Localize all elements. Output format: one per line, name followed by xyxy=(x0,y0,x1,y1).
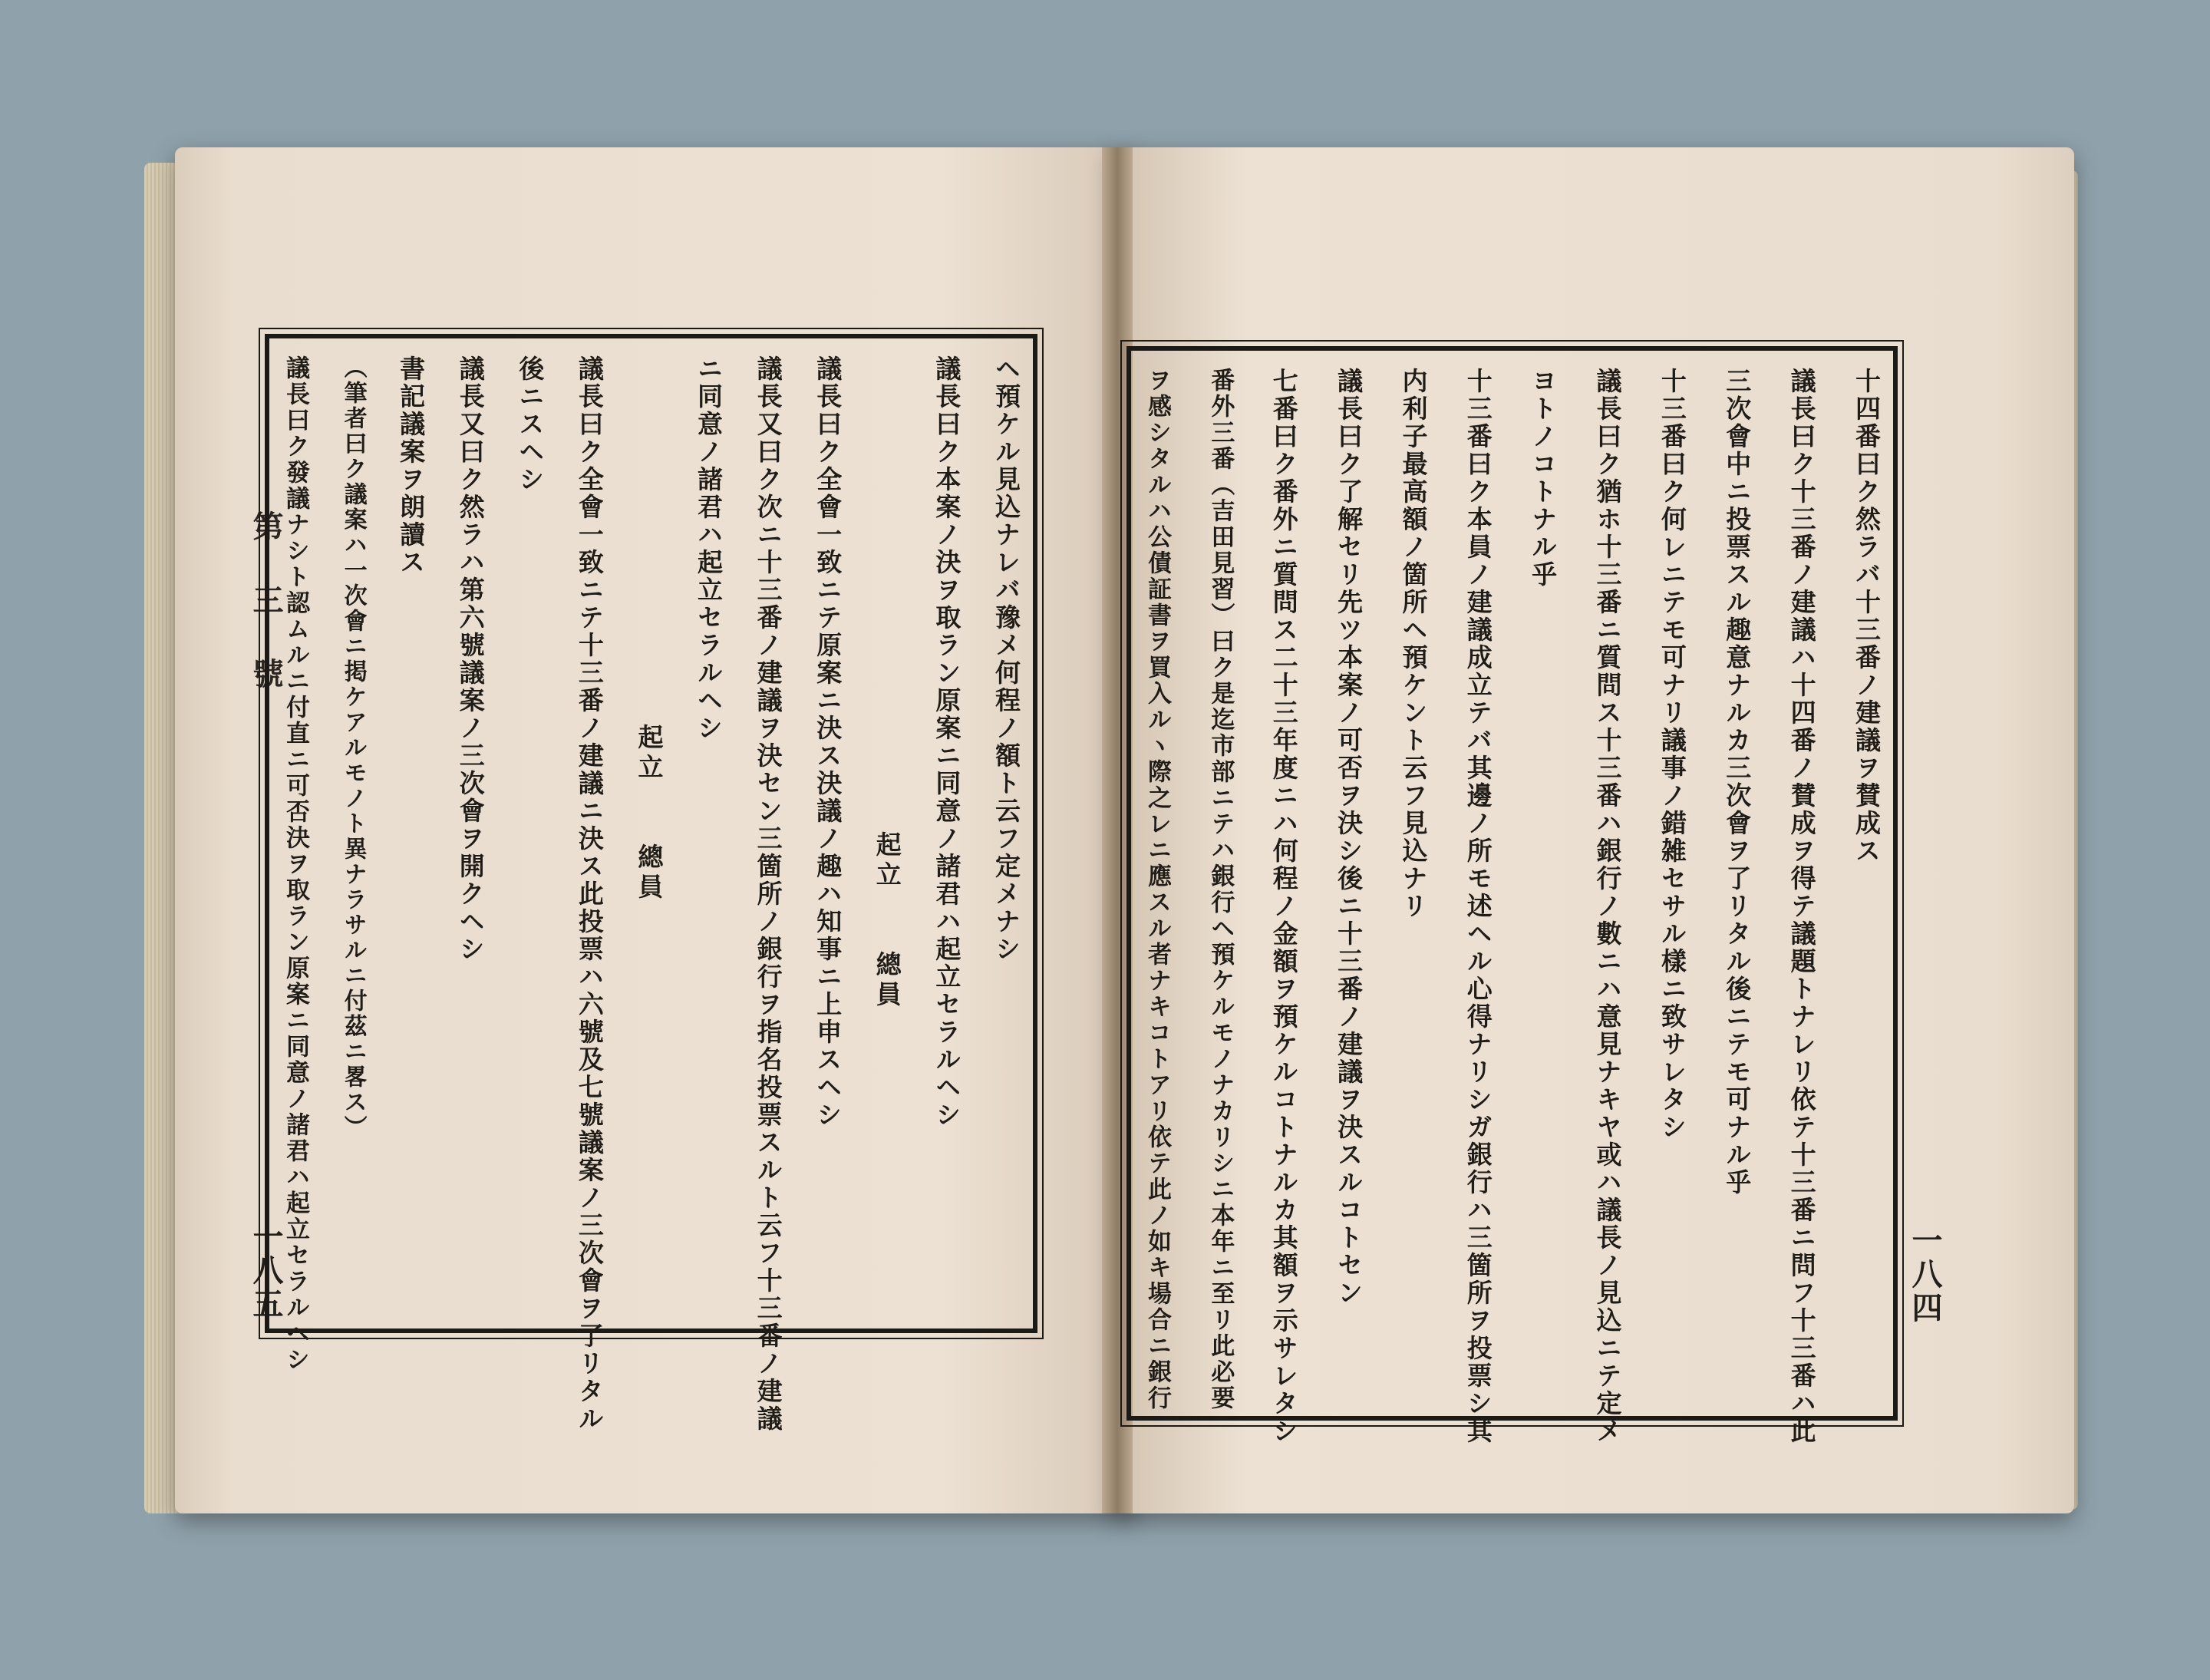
left-column: 議長又曰ク次ニ十三番ノ建議ヲ決セン三箇所ノ銀行ヲ指名投票スルト云フ十三番ノ建議 xyxy=(753,355,783,1433)
left-column: ヘ預ケル見込ナレバ豫メ何程ノ額ト云フ定メナシ xyxy=(991,355,1021,963)
left-page-header: 第三號 xyxy=(248,510,284,731)
left-column: 起立 總員 xyxy=(872,831,902,1011)
left-column: 議長曰ク本案ノ決ヲ取ラン原案ニ同意ノ諸君ハ起立セラルヘシ xyxy=(932,355,962,1129)
right-column: 七番曰ク番外ニ質問ス二十三年度ニハ何程ノ金額ヲ預ケルコトナルカ其額ヲ示サレタシ xyxy=(1268,368,1299,1445)
left-column: 書記議案ヲ朗讀ス xyxy=(396,355,427,576)
left-column: 議長曰ク全會一致ニテ十三番ノ建議ニ決ス此投票ハ六號及七號議案ノ三次會ヲ了リタル xyxy=(574,355,605,1433)
left-column: 後ニスヘシ xyxy=(515,355,546,493)
left-column: （筆者曰ク議案ハ一次會ニ掲ケアルモノト異ナラサルニ付茲ニ畧ス） xyxy=(339,355,367,1140)
left-text-frame xyxy=(265,334,1037,1433)
right-column: 三次會中ニ投票スル趣意ナルカ三次會ヲ了リタル後ニテモ可ナル乎 xyxy=(1722,368,1753,1196)
right-column: 議長曰ク十三番ノ建議ハ十四番ノ賛成ヲ得テ議題トナレリ依テ十三番ニ問フ十三番ハ此 xyxy=(1786,368,1817,1445)
right-text-frame xyxy=(1126,346,1898,1445)
right-page-folio: 一八四 xyxy=(1907,1224,1943,1325)
right-column: ヨトノコトナル乎 xyxy=(1528,368,1559,589)
left-page-folio: 一八五 xyxy=(248,1220,284,1322)
right-column: 番外三番（吉田見習）曰ク是迄市部ニテハ銀行ヘ預ケルモノナカリシニ本年ニ至リ此必要 xyxy=(1206,368,1235,1411)
right-column: ヲ感シタルハ公債証書ヲ買入ルヽ際之レニ應スル者ナキコトアリ依テ此ノ如キ場合ニ銀行 xyxy=(1143,368,1171,1411)
right-column: 十三番曰ク何レニテモ可ナリ議事ノ錯雑セサル樣ニ致サレタシ xyxy=(1657,368,1687,1141)
left-column: 議長曰ク全會一致ニテ原案ニ決ス決議ノ趣ハ知事ニ上申スヘシ xyxy=(813,355,843,1129)
left-column: 議長又曰ク然ラハ第六號議案ノ三次會ヲ開クヘシ xyxy=(455,355,486,963)
right-column: 内利子最高額ノ箇所ヘ預ケント云フ見込ナリ xyxy=(1398,368,1429,920)
right-column: 議長曰ク了解セリ先ツ本案ノ可否ヲ決シ後ニ十三番ノ建議ヲ決スルコトセン xyxy=(1334,368,1364,1307)
right-column: 十四番曰ク然ラバ十三番ノ建議ヲ賛成ス xyxy=(1851,368,1882,865)
right-column: 議長曰ク猶ホ十三番ニ質問ス十三番ハ銀行ノ數ニハ意見ナキヤ或ハ議長ノ見込ニテ定メ xyxy=(1592,368,1623,1445)
left-column: ニ同意ノ諸君ハ起立セラルヘシ xyxy=(694,355,724,742)
left-column: 議長曰ク發議ナシト認ムルニ付直ニ可否決ヲ取ラン原案ニ同意ノ諸君ハ起立セラルヘシ xyxy=(282,355,309,1373)
right-column: 十三番曰ク本員ノ建議成立テバ其邊ノ所モ述ヘル心得ナリシガ銀行ハ三箇所ヲ投票シ其 xyxy=(1463,368,1493,1445)
left-column: 起立 總員 xyxy=(634,724,665,903)
